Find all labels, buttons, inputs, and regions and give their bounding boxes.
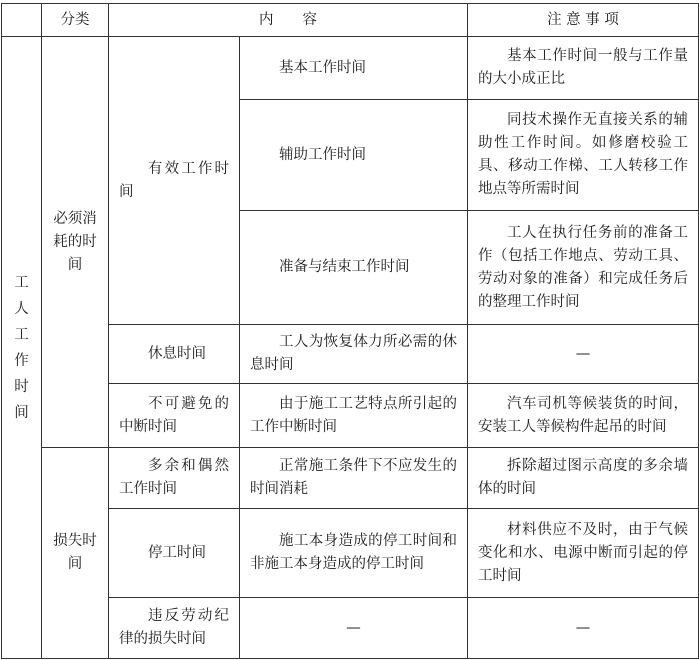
note-cell: 汽车司机等候装货的时间，安装工人等候构件起吊的时间 [468, 384, 699, 448]
header-notes: 注 意 事 项 [468, 4, 699, 37]
header-blank-cell [2, 4, 42, 37]
note-cell: 拆除超过图示高度的多余墙体的时间 [468, 448, 699, 509]
note-cell: 工人在执行任务前的准备工作（包括工作地点、劳动工具、劳动对象的准备）和完成任务后的整理工作时间 [468, 211, 699, 325]
header-row [2, 4, 699, 37]
sub-stoppage-time: 停工时间 [109, 509, 240, 598]
group-label-lost: 损失时间 [42, 448, 109, 659]
content-cell: 由于施工工艺特点所引起的工作中断时间 [240, 384, 468, 448]
note-cell: 同技术操作无直接关系的辅助性工作时间。如修磨校验工具、移动工作梯、工人转移工作地点等所需时间 [468, 100, 699, 211]
content-cell: 准备与结束工作时间 [240, 211, 468, 325]
sub-discipline-violation: 违反劳动纪律的损失时间 [109, 598, 240, 659]
header-category: 分类 [42, 4, 109, 37]
header-content: 内 容 [109, 4, 468, 37]
sub-rest-time: 休息时间 [109, 325, 240, 384]
note-cell: — [468, 325, 699, 384]
content-cell: 辅助工作时间 [240, 100, 468, 211]
root-category-cell [2, 37, 42, 659]
content-cell: 施工本身造成的停工时间和非施工本身造成的停工时间 [240, 509, 468, 598]
work-time-classification-table [1, 3, 699, 659]
content-cell: — [240, 598, 468, 659]
table-row [2, 448, 699, 509]
sub-effective-work-time: 有效工作时间 [109, 37, 240, 325]
group-label-required: 必须消耗的时间 [42, 37, 109, 448]
table-row [2, 37, 699, 100]
content-cell: 工人为恢复体力所必需的休息时间 [240, 325, 468, 384]
sub-excess-accidental: 多余和偶然工作时间 [109, 448, 240, 509]
note-cell: — [468, 598, 699, 659]
root-category-label: 工人工作时间 [14, 274, 29, 421]
content-cell: 正常施工条件下不应发生的时间消耗 [240, 448, 468, 509]
note-cell: 材料供应不及时，由于气候变化和水、电源中断而引起的停工时间 [468, 509, 699, 598]
sub-unavoidable-interruption: 不可避免的中断时间 [109, 384, 240, 448]
note-cell: 基本工作时间一般与工作量的大小成正比 [468, 37, 699, 100]
content-cell: 基本工作时间 [240, 37, 468, 100]
